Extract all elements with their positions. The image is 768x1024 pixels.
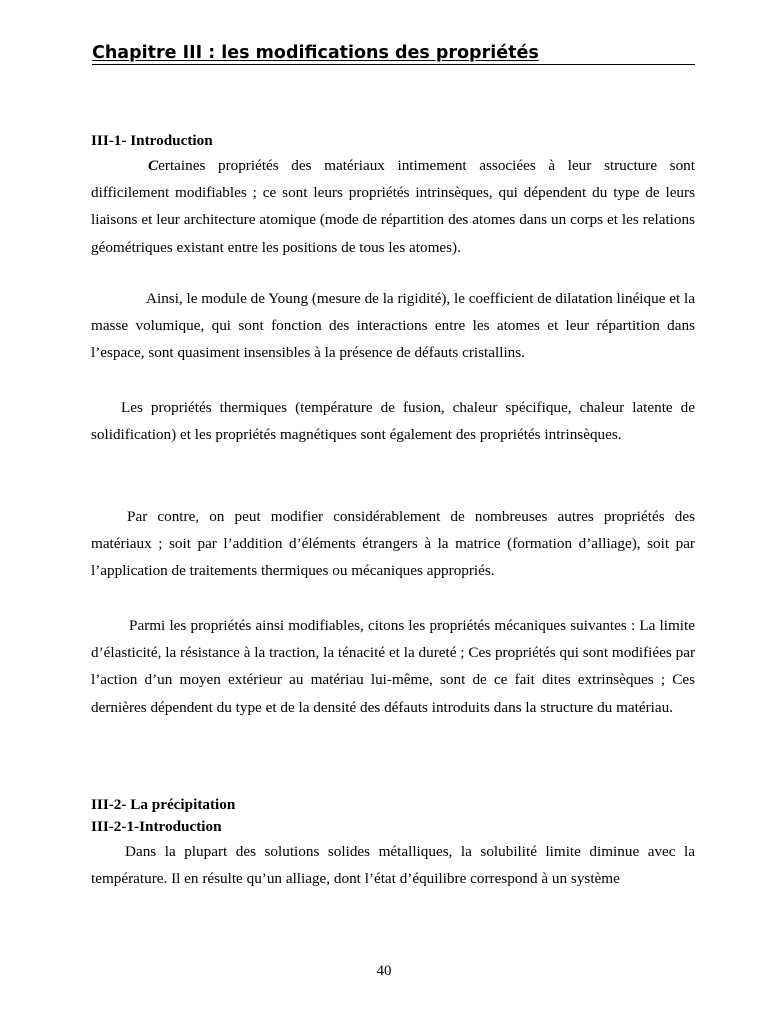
paragraph-intrinsic-properties [91, 152, 695, 261]
paragraph-text: ertaines propriétés des matériaux intimement associées à leur structure sont difficilement modifiables ; ce sont leurs propriétés intrinsèques, qui dépendent du type de leurs liaisons et leur architecture atomique (mode de répartition des atomes dans un corps et les relations géométriques existant entre les positions de tous les atomes). [91, 157, 695, 256]
paragraph-modifiable-properties: Par contre, on peut modifier considérablement de nombreuses autres propriétés des matériaux ; soit par l’addition d’éléments étrangers à la matrice (formation d’alliage), soit par l’application de traitements thermiques ou mécaniques appropriés. [91, 508, 695, 580]
section-heading: III-2- La précipitation [91, 796, 236, 813]
section-precipitation [91, 794, 695, 892]
paragraph-thermal-properties: Les propriétés thermiques (température de fusion, chaleur spécifique, chaleur latente de solidification) et les propriétés magnétiques sont également des propriétés intrinsèques. [91, 399, 695, 444]
chapter-header [92, 42, 695, 65]
section-introduction [91, 130, 695, 261]
subsection-heading: III-2-1-Introduction [91, 818, 222, 835]
chapter-title: Chapitre III : les modifications des propriétés [92, 43, 539, 63]
section-heading: III-1- Introduction [91, 132, 213, 149]
paragraph-young-modulus: Ainsi, le module de Young (mesure de la rigidité), le coefficient de dilatation linéique et la masse volumique, qui sont fonction des interactions entre les atomes et leur répartition dans l’espace, sont quasiment insensibles à la présence de défauts cristallins. [91, 290, 695, 362]
drop-cap-letter: C [148, 157, 159, 174]
paragraph-extrinsic-properties: Parmi les propriétés ainsi modifiables, citons les propriétés mécaniques suivantes : La limite d’élasticité, la résistance à la traction, la ténacité et la dureté ; Ces propriétés qui sont modifiées par l’action d’un moyen extérieur au matériau lui-même, sont de ce fait dites extrinsèques ; Ces dernières dépendent du type et de la densité des défauts introduits dans la structure du matériau. [91, 617, 695, 716]
paragraph-solubility: Dans la plupart des solutions solides métalliques, la solubilité limite diminue avec la température. Il en résulte qu’un alliage, dont l’état d’équilibre correspond à un système [91, 843, 695, 888]
page-number: 40 [376, 963, 392, 979]
